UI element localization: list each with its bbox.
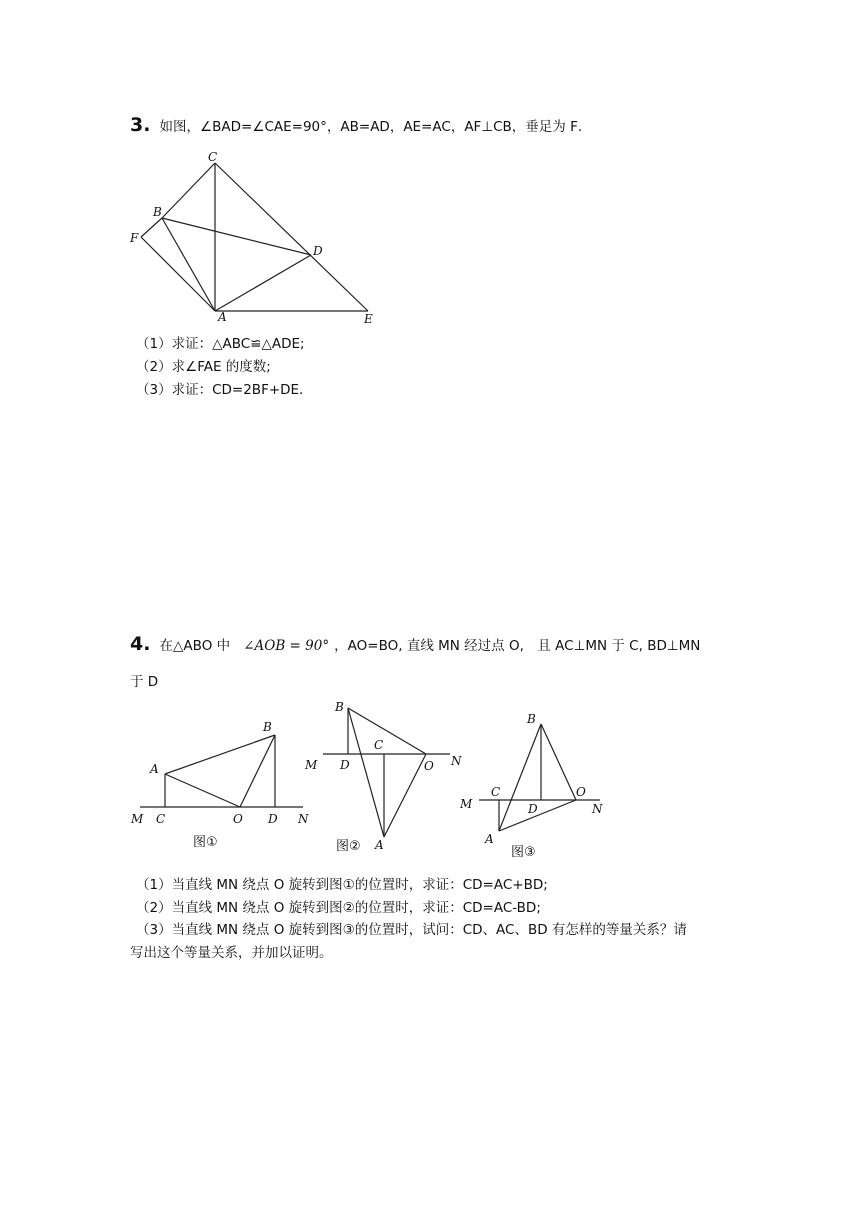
segment-AO bbox=[165, 774, 240, 807]
segment-BO bbox=[541, 724, 576, 800]
problem-stem-part-1: 在△ABO 中 bbox=[159, 638, 231, 654]
label-O: O bbox=[576, 785, 586, 799]
label-M: M bbox=[305, 758, 318, 772]
segment-BF bbox=[141, 218, 162, 237]
label-C: C bbox=[374, 738, 384, 752]
label-N: N bbox=[298, 812, 309, 826]
figure-caption: 图② bbox=[336, 839, 361, 854]
label-B: B bbox=[153, 205, 162, 219]
problem-number: 3. bbox=[130, 114, 151, 136]
label-B: B bbox=[263, 720, 272, 734]
label-A: A bbox=[375, 838, 384, 852]
figure-caption: 图① bbox=[193, 835, 218, 850]
segment-BO bbox=[348, 708, 426, 754]
problem-3-question-1: （1）求证：△ABC≌△ADE; bbox=[136, 336, 305, 352]
label-M: M bbox=[131, 812, 144, 826]
segment-BA bbox=[348, 708, 384, 837]
problem-stem: 如图，∠BAD=∠CAE=90°，AB=AD，AE=AC，AF⊥CB，垂足为 F． bbox=[159, 119, 592, 135]
problem-4-question-2: （2）当直线 MN 绕点 O 旋转到图②的位置时，求证：CD=AC-BD; bbox=[136, 900, 541, 916]
label-O: O bbox=[233, 812, 243, 826]
label-A: A bbox=[485, 832, 494, 846]
label-O: O bbox=[424, 759, 434, 773]
label-B: B bbox=[335, 700, 344, 714]
segment-BA bbox=[162, 218, 215, 311]
label-B: B bbox=[527, 712, 536, 726]
problem-4-figure-1 bbox=[125, 710, 325, 860]
problem-3-figure bbox=[120, 145, 390, 330]
figure-caption: 图③ bbox=[511, 845, 536, 860]
problem-stem-part-2: ，AO=BO, 直线 MN 经过点 O, 且 AC⊥MN 于 C, BD⊥MN bbox=[334, 638, 701, 654]
problem-3-question-3: （3）求证：CD=2BF+DE． bbox=[136, 382, 313, 398]
label-N: N bbox=[592, 802, 603, 816]
problem-3-question-2: （2）求∠FAE 的度数; bbox=[136, 359, 271, 375]
label-N: N bbox=[451, 754, 462, 768]
problem-4-stem-line-2: 于 D bbox=[130, 674, 159, 690]
label-D: D bbox=[268, 812, 278, 826]
problem-4-question-1: （1）当直线 MN 绕点 O 旋转到图①的位置时，求证：CD=AC+BD; bbox=[136, 877, 548, 893]
problem-4-figure-3 bbox=[455, 705, 625, 865]
label-D: D bbox=[313, 244, 323, 258]
problem-4-figure-2 bbox=[300, 695, 475, 860]
label-E: E bbox=[364, 312, 373, 326]
segment-DA bbox=[215, 255, 311, 311]
segment-CB bbox=[162, 163, 215, 218]
label-D: D bbox=[528, 802, 538, 816]
label-C: C bbox=[208, 150, 218, 164]
problem-number: 4. bbox=[130, 633, 151, 655]
problem-4 bbox=[130, 633, 700, 655]
label-F: F bbox=[130, 231, 139, 245]
problem-4-question-3-cont: 写出这个等量关系，并加以证明。 bbox=[130, 945, 333, 961]
label-A: A bbox=[218, 310, 227, 324]
label-D: D bbox=[340, 758, 350, 772]
label-C: C bbox=[491, 785, 501, 799]
label-A: A bbox=[150, 762, 159, 776]
segment-AO bbox=[384, 754, 426, 837]
segment-BD bbox=[162, 218, 311, 255]
problem-3 bbox=[130, 114, 591, 136]
label-M: M bbox=[460, 797, 473, 811]
segment-FA bbox=[141, 237, 215, 311]
problem-stem-math: ∠AOB = 90° bbox=[243, 638, 330, 654]
label-C: C bbox=[156, 812, 166, 826]
problem-4-question-3: （3）当直线 MN 绕点 O 旋转到图③的位置时，试问：CD、AC、BD 有怎样的等量关系？请 bbox=[136, 922, 687, 938]
